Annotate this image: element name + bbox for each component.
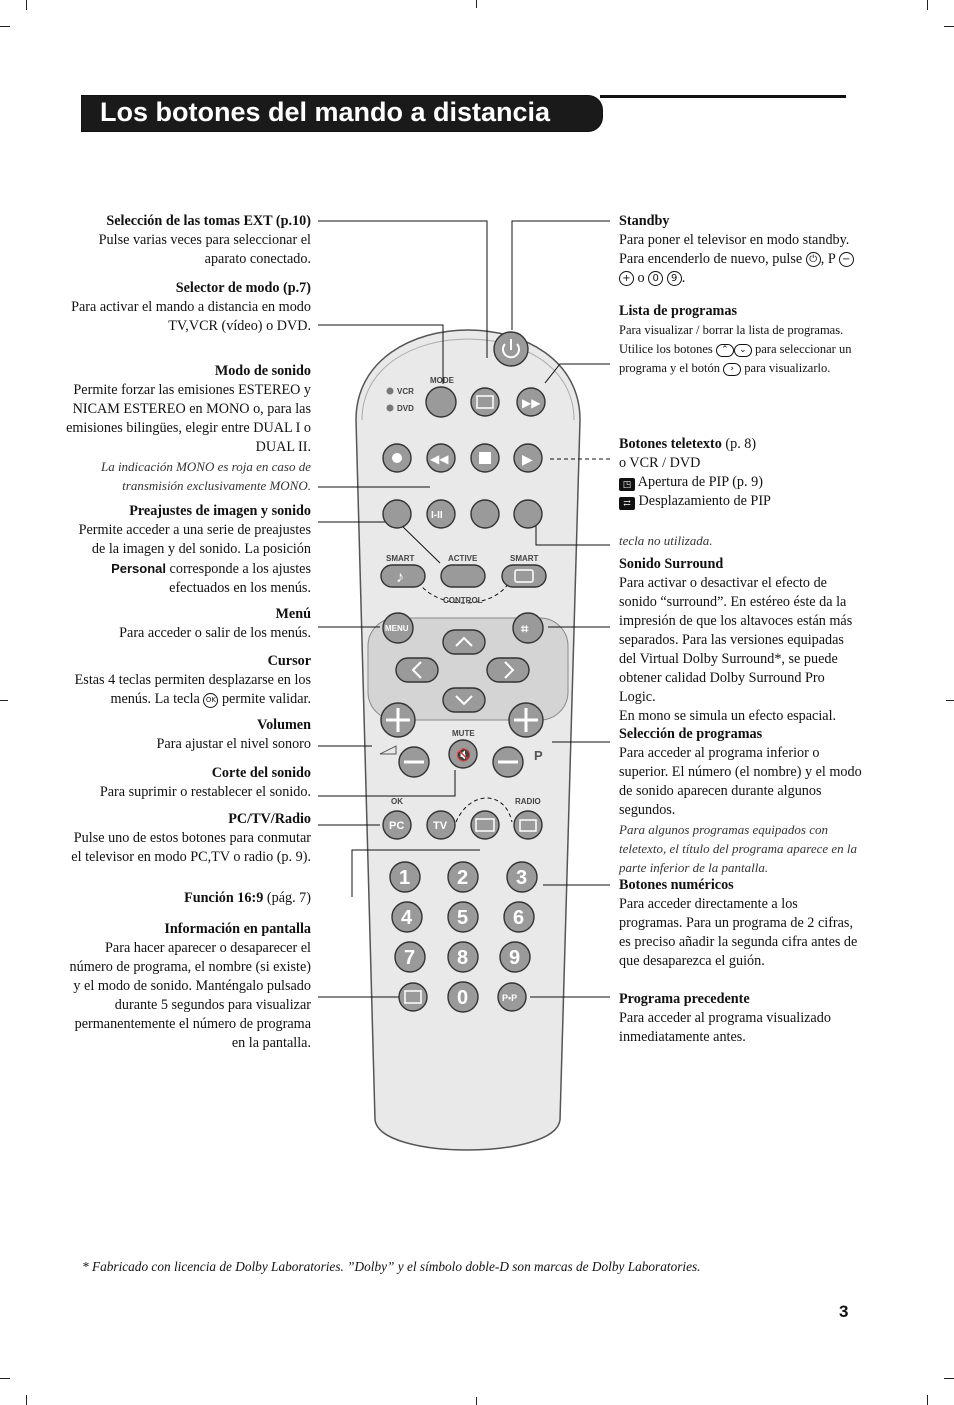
digit-label: 5	[457, 907, 469, 929]
f169-description	[66, 889, 311, 908]
unused-button	[383, 500, 411, 528]
pp-label: P•P	[502, 993, 518, 1003]
previous-description	[619, 990, 864, 1047]
presets-personal: Personal	[111, 561, 166, 576]
ext-body: Pulse varias veces para seleccionar el aparato conectado.	[98, 232, 311, 267]
16-9-button	[471, 811, 499, 839]
digit-label: 1	[399, 867, 411, 889]
numeric-description	[619, 876, 864, 971]
program-selection-body: Para acceder al programa inferior o superior. El número (el nombre) y el modo de sonido aparecen durante algunos segundos.	[619, 745, 862, 818]
surround-heading: Sonido Surround	[619, 556, 724, 572]
info-body: Para hacer aparecer o desaparecer el número de programa, el nombre (si existe) y el modo de sonido. Manténgalo pulsado durante 5 segundos para visualizar permanentemente el número de programa en la pantalla.	[69, 940, 311, 1051]
pip-open-icon: ◳	[619, 478, 635, 491]
active-label: ACTIVE	[448, 554, 478, 563]
pctv-body: Pulse uno de estos botones para conmutar el televisor en modo PC,TV o radio (p. 9).	[71, 830, 311, 865]
control-label: CONTROL	[443, 596, 483, 605]
power-glyph-icon: ⏻	[806, 252, 821, 267]
digit-label: 7	[404, 947, 416, 969]
presets-heading: Preajustes de imagen y sonido	[129, 503, 311, 519]
svg-text:▶▶: ▶▶	[522, 396, 541, 410]
smart-sound-label: SMART	[386, 554, 415, 563]
standby-heading: Standby	[619, 213, 670, 229]
cursor-down-button	[443, 688, 485, 712]
standby-tail: , P	[820, 251, 836, 267]
teletext-suffix: (p. 8)	[725, 436, 757, 452]
footnote: * Fabricado con licencia de Dolby Laboratories. ”Dolby” y el símbolo doble-D son marcas de Dolby Laboratories.	[82, 1259, 701, 1274]
teletext-line2: o VCR / DVD	[619, 455, 701, 471]
previous-body: Para acceder al programa visualizado inmediatamente antes.	[619, 1010, 831, 1045]
pip-move-button	[471, 500, 499, 528]
f169-heading: Función 16:9	[184, 890, 264, 906]
volume-heading: Volumen	[257, 717, 311, 733]
pip-open-text: Apertura de PIP (p. 9)	[637, 474, 763, 490]
surround-description	[619, 555, 864, 726]
volume-description	[66, 716, 311, 754]
menu-heading: Menú	[275, 606, 311, 622]
list-body-c: para visualizarlo.	[744, 361, 831, 375]
mode-heading: Selector de modo (p.7)	[175, 280, 311, 296]
mute-label: MUTE	[452, 729, 475, 738]
standby-o: o	[637, 270, 645, 286]
cursor-body-b: permite validar.	[221, 691, 311, 707]
zero-glyph: 0	[648, 271, 663, 286]
mode-label: MODE	[430, 376, 454, 385]
radio-button	[514, 811, 542, 839]
digit-label: 9	[509, 947, 521, 969]
list-body-b: para seleccionar un programa y el botón	[619, 342, 852, 375]
pc-label: PC	[389, 820, 405, 832]
program-selection-heading: Selección de programas	[619, 726, 763, 742]
volume-body: Para ajustar el nivel sonoro	[156, 736, 311, 752]
active-control-button	[441, 565, 485, 587]
digit-label: 0	[457, 987, 469, 1009]
list-body-a: Para visualizar / borrar la lista de programas. Utilice los botones	[619, 323, 844, 356]
pctv-heading: PC/TV/Radio	[228, 811, 311, 827]
program-selection-note: Para algunos programas equipados con teletexto, el título del programa aparece en la parte inferior de la pantalla.	[619, 822, 858, 875]
cursor-right-button	[487, 658, 529, 682]
mode-body: Para activar el mando a distancia en modo TV,VCR (vídeo) o DVD.	[71, 299, 311, 334]
radio-label: RADIO	[515, 797, 541, 806]
mode-button	[426, 387, 456, 417]
menu-body: Para acceder o salir de los menús.	[119, 625, 311, 641]
info-button	[399, 983, 427, 1011]
mute-description	[66, 764, 311, 802]
unused-note: tecla no utilizada.	[619, 533, 713, 548]
pip-move-icon: ⇄	[619, 497, 635, 510]
ext-button	[471, 388, 499, 416]
digit-label: 4	[401, 907, 413, 929]
cursor-description	[66, 652, 311, 709]
mute-heading: Corte del sonido	[211, 765, 311, 781]
digit-label: 3	[516, 867, 528, 889]
plus-glyph-icon: +	[619, 271, 634, 286]
surround-teletext-button	[514, 500, 542, 528]
svg-text:🔇: 🔇	[456, 748, 471, 762]
smart-picture-button	[502, 565, 546, 587]
standby-description: Standby Para poner el televisor en modo standby. Para encenderlo de nuevo, pulse ⏻ , P − + o 0 9 .	[619, 212, 864, 288]
page-number: 3	[839, 1302, 849, 1321]
pctv-description	[66, 810, 311, 867]
svg-text:♪: ♪	[396, 569, 404, 586]
svg-text:◀◀: ◀◀	[430, 452, 449, 466]
list-heading: Lista de programas	[619, 303, 737, 319]
sound-mode-note: La indicación MONO es roja en caso de transmisión exclusivamente MONO.	[100, 459, 311, 493]
mute-body: Para suprimir o restablecer el sonido.	[99, 784, 311, 800]
dvd-label: DVD	[397, 404, 414, 413]
page-title: Los botones del mando a distancia	[100, 97, 551, 127]
ext-description	[66, 212, 311, 269]
mode-description	[66, 279, 311, 336]
surround-mono: En mono se simula un efecto espacial.	[619, 708, 837, 724]
nine-glyph: 9	[667, 271, 682, 286]
right-glyph-icon: ›	[723, 363, 741, 376]
up-glyph-icon: ⌃	[716, 344, 734, 357]
cursor-heading: Cursor	[267, 653, 311, 669]
ok-glyph: OK	[203, 693, 218, 708]
svg-text:⌗: ⌗	[521, 621, 529, 636]
sound-mode-description	[66, 362, 311, 495]
vcr-label: VCR	[397, 387, 414, 396]
cursor-up-button	[443, 630, 485, 654]
smart-picture-label: SMART	[510, 554, 539, 563]
ext-heading: Selección de las tomas EXT (p.10)	[106, 213, 311, 229]
digit-label: 6	[513, 907, 525, 929]
digit-label: 8	[457, 947, 469, 969]
previous-heading: Programa precedente	[619, 991, 750, 1007]
ok-label: OK	[391, 797, 403, 806]
i-ii-label: I-II	[431, 510, 443, 521]
list-description	[619, 302, 864, 378]
sound-mode-body: Permite forzar las emisiones ESTEREO y NICAM ESTEREO en MONO o, para las emisiones bilingües, elegir entre DUAL I o DUAL II.	[66, 382, 311, 455]
menu-label: MENU	[385, 624, 409, 633]
p-label: P	[534, 748, 543, 763]
presets-description	[66, 502, 311, 598]
svg-text:▶: ▶	[522, 451, 533, 467]
f169-suffix: (pág. 7)	[266, 890, 311, 906]
down-glyph-icon: ⌄	[734, 344, 752, 357]
digit-label: 2	[457, 867, 469, 889]
pip-move-text: Desplazamiento de PIP	[638, 493, 771, 509]
info-heading: Información en pantalla	[164, 921, 311, 937]
tv-label: TV	[433, 820, 448, 832]
cursor-body-a: Estas 4 teclas permiten desplazarse en los menús. La tecla	[74, 672, 311, 707]
standby-body: Para poner el televisor en modo standby. Para encenderlo de nuevo, pulse	[619, 232, 850, 267]
sound-mode-heading: Modo de sonido	[214, 363, 311, 379]
numeric-body: Para acceder directamente a los programas. Para un programa de 2 cifras, es preciso añadir la segunda cifra antes de que desaparezca el guión.	[619, 896, 858, 969]
info-description	[66, 920, 311, 1053]
cursor-left-button	[396, 658, 438, 682]
numeric-heading: Botones numéricos	[619, 877, 734, 893]
presets-body-b: corresponde a los ajustes efectuados en los menús.	[169, 561, 311, 596]
teletext-heading: Botones teletexto	[619, 436, 722, 452]
presets-body-a: Permite acceder a una serie de preajustes de la imagen y del sonido. La posición	[78, 522, 311, 557]
teletext-description	[619, 435, 864, 511]
surround-body: Para activar o desactivar el efecto de sonido “surround”. En estéreo éste da la impresión de que los altavoces están más separados. Para las versiones equipadas del Virtual Dolby Surround*, se puede obtener calidad Dolby Surround Pro Logic.	[619, 575, 853, 705]
menu-description	[66, 605, 311, 643]
minus-glyph-icon: −	[839, 252, 854, 267]
program-selection-description	[619, 725, 864, 877]
